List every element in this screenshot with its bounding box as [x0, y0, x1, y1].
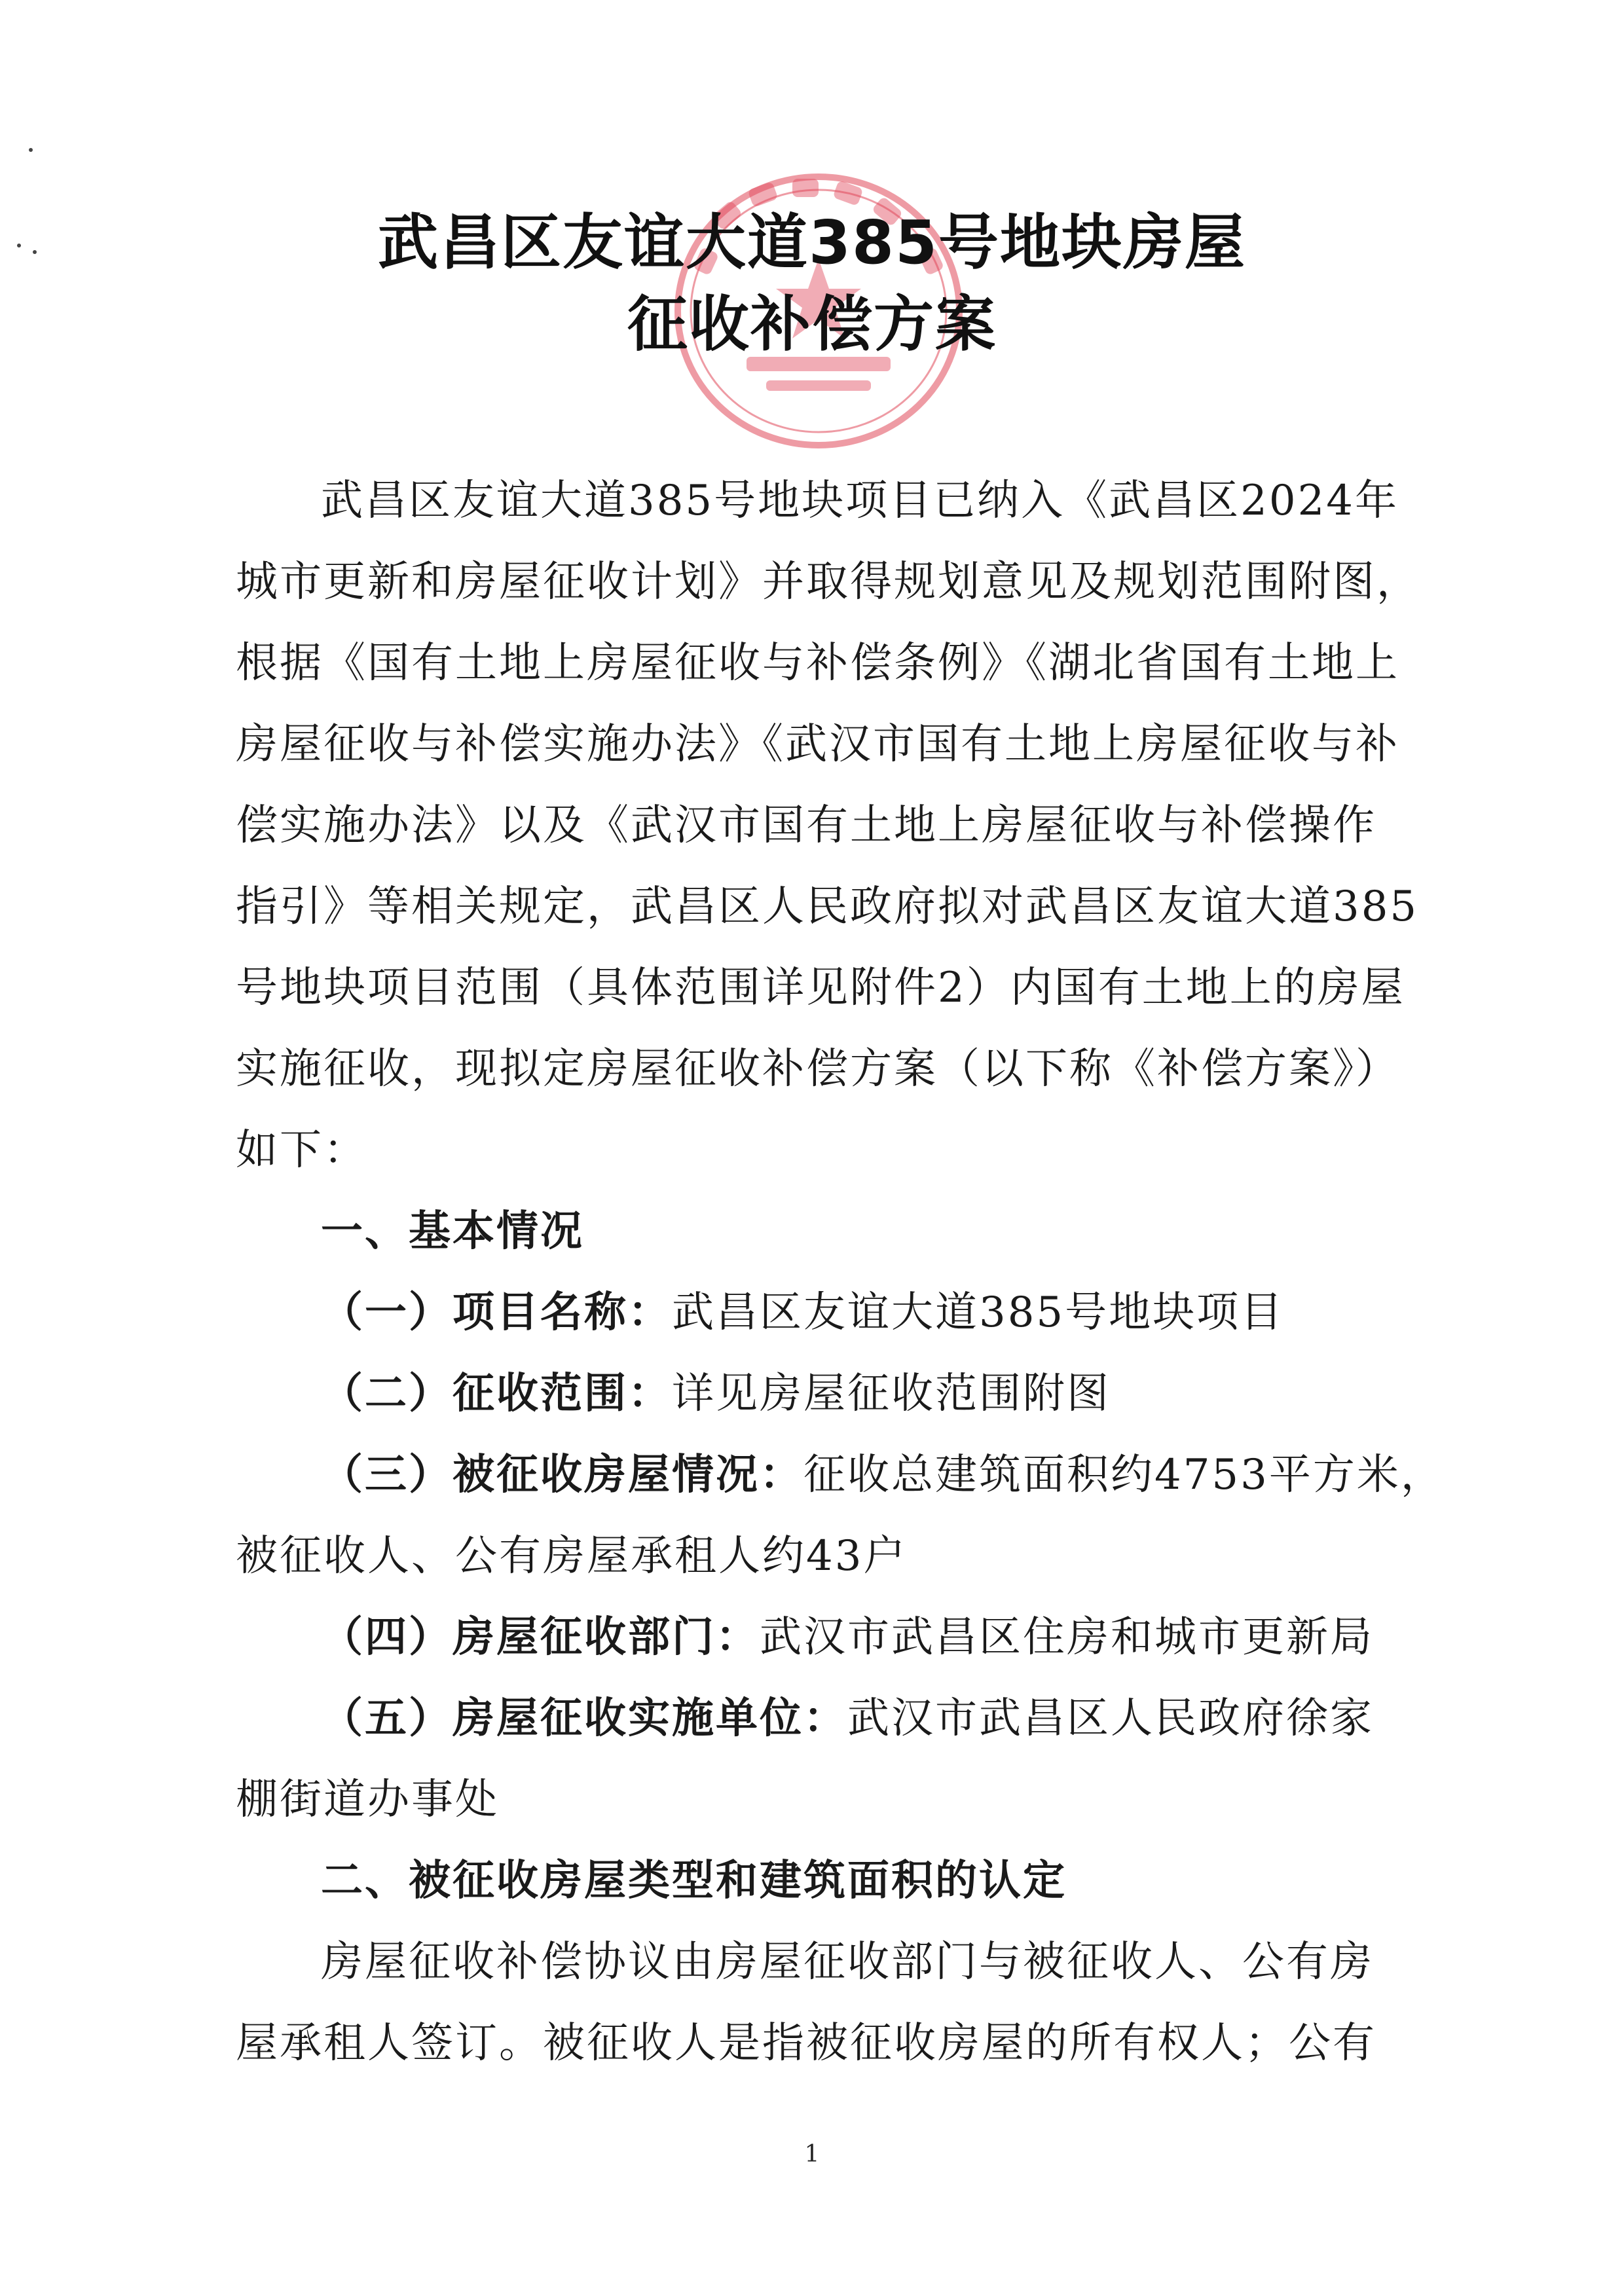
section-heading: 一、基本情况	[321, 1207, 584, 1256]
intro-line: 实施征收，现拟定房屋征收补偿方案（以下称《补偿方案》）	[236, 1045, 1399, 1093]
item-project-name	[321, 1288, 1362, 1337]
scan-speck	[29, 148, 33, 152]
item-housing-status	[321, 1450, 1445, 1499]
body-line: 房屋征收补偿协议由房屋征收部门与被征收人、公有房	[321, 1938, 1374, 1986]
item-continuation: 棚街道办事处	[236, 1776, 499, 1824]
item-label: （四）房屋征收部门：	[321, 1613, 760, 1662]
intro-line: 根据《国有土地上房屋征收与补偿条例》《湖北省国有土地上	[236, 639, 1399, 687]
item-implementing-unit	[321, 1694, 1374, 1743]
item-label: （二）征收范围：	[321, 1369, 672, 1418]
intro-line: 偿实施办法》以及《武汉市国有土地上房屋征收与补偿操作	[236, 801, 1376, 850]
item-value: 征收总建筑面积约4753平方米，	[803, 1451, 1445, 1499]
intro-line: 如下：	[236, 1126, 367, 1175]
item-value: 武昌区友谊大道385号地块项目	[672, 1288, 1285, 1337]
item-label: （一）项目名称：	[321, 1288, 672, 1337]
item-continuation: 被征收人、公有房屋承租人约43户	[236, 1532, 908, 1580]
body-line: 屋承租人签订。被征收人是指被征收房屋的所有权人；公有	[236, 2019, 1376, 2068]
document-title-line-1: 武昌区友谊大道385号地块房屋	[377, 208, 1247, 278]
intro-line: 指引》等相关规定，武昌区人民政府拟对武昌区友谊大道385	[236, 883, 1419, 931]
item-department	[321, 1613, 1374, 1662]
intro-line: 房屋征收与补偿实施办法》《武汉市国有土地上房屋征收与补	[236, 720, 1399, 769]
intro-line: 武昌区友谊大道385号地块项目已纳入《武昌区2024年	[321, 477, 1399, 525]
item-label: （三）被征收房屋情况：	[321, 1450, 803, 1499]
item-label: （五）房屋征收实施单位：	[321, 1694, 847, 1743]
page-number: 1	[804, 2141, 820, 2168]
section-heading: 二、被征收房屋类型和建筑面积的认定	[321, 1857, 1067, 1905]
item-scope	[321, 1369, 1362, 1418]
item-value: 武汉市武昌区住房和城市更新局	[760, 1613, 1374, 1662]
intro-line: 号地块项目范围（具体范围详见附件2）内国有土地上的房屋	[236, 964, 1405, 1012]
item-value: 武汉市武昌区人民政府徐家	[847, 1694, 1374, 1743]
intro-line: 城市更新和房屋征收计划》并取得规划意见及规划范围附图，	[236, 558, 1420, 606]
item-value: 详见房屋征收范围附图	[672, 1370, 1111, 1418]
document-title-line-2: 征收补偿方案	[627, 289, 997, 359]
